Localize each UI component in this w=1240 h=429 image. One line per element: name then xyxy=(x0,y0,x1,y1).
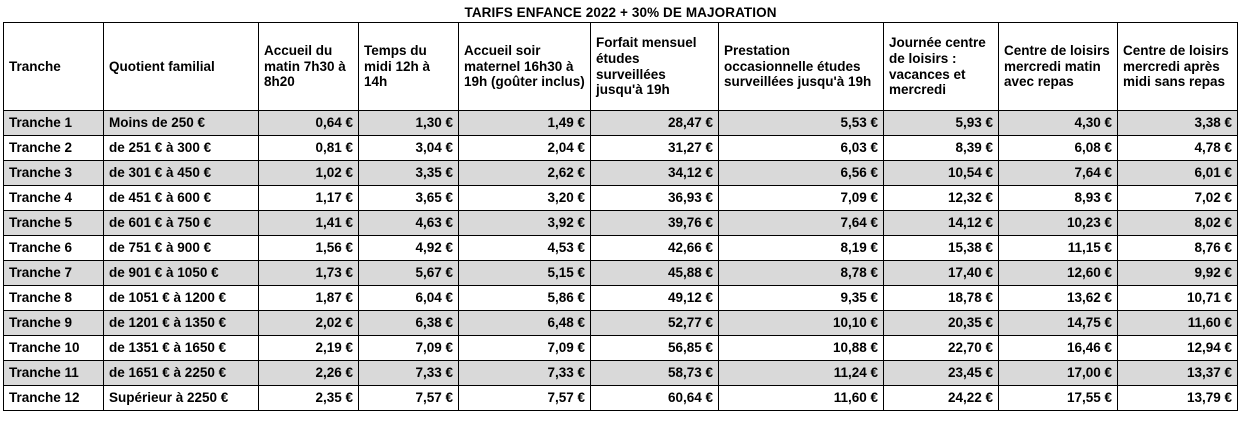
cell-journee-centre-loisirs: 24,22 € xyxy=(884,386,999,411)
cell-temps-midi: 6,04 € xyxy=(359,286,459,311)
cell-forfait-mensuel: 60,64 € xyxy=(591,386,719,411)
cell-tranche: Tranche 6 xyxy=(4,236,104,261)
cell-quotient: Moins de 250 € xyxy=(104,111,259,136)
cell-accueil-soir: 7,57 € xyxy=(459,386,591,411)
column-header-accueil-soir-maternel: Accueil soir maternel 16h30 à 19h (goûter inclus) xyxy=(459,23,591,111)
column-header-accueil-matin: Accueil du matin 7h30 à 8h20 xyxy=(259,23,359,111)
cell-journee-centre-loisirs: 5,93 € xyxy=(884,111,999,136)
cell-quotient: de 1351 € à 1650 € xyxy=(104,336,259,361)
cell-tranche: Tranche 8 xyxy=(4,286,104,311)
table-row xyxy=(4,361,1238,386)
column-header-temps-midi: Temps du midi 12h à 14h xyxy=(359,23,459,111)
cell-temps-midi: 4,63 € xyxy=(359,211,459,236)
cell-tranche: Tranche 9 xyxy=(4,311,104,336)
cell-accueil-matin: 1,17 € xyxy=(259,186,359,211)
cell-forfait-mensuel: 49,12 € xyxy=(591,286,719,311)
cell-prestation-occasionnelle: 6,03 € xyxy=(719,136,884,161)
title-row xyxy=(4,3,1238,23)
cell-accueil-soir: 7,33 € xyxy=(459,361,591,386)
cell-tranche: Tranche 10 xyxy=(4,336,104,361)
cell-mercredi-apres-midi: 8,76 € xyxy=(1118,236,1238,261)
cell-prestation-occasionnelle: 11,24 € xyxy=(719,361,884,386)
cell-quotient: de 301 € à 450 € xyxy=(104,161,259,186)
cell-journee-centre-loisirs: 18,78 € xyxy=(884,286,999,311)
table-row xyxy=(4,111,1238,136)
cell-accueil-soir: 6,48 € xyxy=(459,311,591,336)
cell-accueil-soir: 7,09 € xyxy=(459,336,591,361)
cell-mercredi-matin: 8,93 € xyxy=(999,186,1118,211)
cell-tranche: Tranche 1 xyxy=(4,111,104,136)
cell-temps-midi: 3,35 € xyxy=(359,161,459,186)
cell-temps-midi: 5,67 € xyxy=(359,261,459,286)
cell-mercredi-matin: 7,64 € xyxy=(999,161,1118,186)
cell-quotient: Supérieur à 2250 € xyxy=(104,386,259,411)
column-header-centre-loisirs-mercredi-apres-midi: Centre de loisirs mercredi après midi sans repas xyxy=(1118,23,1238,111)
cell-temps-midi: 3,65 € xyxy=(359,186,459,211)
cell-prestation-occasionnelle: 5,53 € xyxy=(719,111,884,136)
column-header-tranche: Tranche xyxy=(4,23,104,111)
table-row xyxy=(4,136,1238,161)
cell-mercredi-apres-midi: 12,94 € xyxy=(1118,336,1238,361)
cell-prestation-occasionnelle: 8,19 € xyxy=(719,236,884,261)
cell-prestation-occasionnelle: 10,10 € xyxy=(719,311,884,336)
cell-tranche: Tranche 7 xyxy=(4,261,104,286)
table-row xyxy=(4,336,1238,361)
cell-accueil-matin: 1,73 € xyxy=(259,261,359,286)
cell-forfait-mensuel: 56,85 € xyxy=(591,336,719,361)
cell-mercredi-apres-midi: 6,01 € xyxy=(1118,161,1238,186)
cell-mercredi-apres-midi: 8,02 € xyxy=(1118,211,1238,236)
cell-quotient: de 751 € à 900 € xyxy=(104,236,259,261)
cell-mercredi-apres-midi: 9,92 € xyxy=(1118,261,1238,286)
cell-temps-midi: 7,57 € xyxy=(359,386,459,411)
table-row xyxy=(4,211,1238,236)
cell-journee-centre-loisirs: 17,40 € xyxy=(884,261,999,286)
cell-forfait-mensuel: 31,27 € xyxy=(591,136,719,161)
cell-mercredi-apres-midi: 13,79 € xyxy=(1118,386,1238,411)
cell-temps-midi: 7,09 € xyxy=(359,336,459,361)
table-row xyxy=(4,286,1238,311)
cell-journee-centre-loisirs: 12,32 € xyxy=(884,186,999,211)
cell-temps-midi: 6,38 € xyxy=(359,311,459,336)
cell-accueil-matin: 2,02 € xyxy=(259,311,359,336)
cell-tranche: Tranche 5 xyxy=(4,211,104,236)
table-header-row xyxy=(4,23,1238,111)
cell-mercredi-matin: 14,75 € xyxy=(999,311,1118,336)
table-row xyxy=(4,261,1238,286)
cell-accueil-matin: 0,81 € xyxy=(259,136,359,161)
cell-temps-midi: 4,92 € xyxy=(359,236,459,261)
cell-tranche: Tranche 4 xyxy=(4,186,104,211)
cell-accueil-matin: 1,87 € xyxy=(259,286,359,311)
table-row xyxy=(4,186,1238,211)
cell-journee-centre-loisirs: 14,12 € xyxy=(884,211,999,236)
table-row xyxy=(4,386,1238,411)
cell-forfait-mensuel: 39,76 € xyxy=(591,211,719,236)
cell-journee-centre-loisirs: 23,45 € xyxy=(884,361,999,386)
cell-quotient: de 1651 € à 2250 € xyxy=(104,361,259,386)
cell-mercredi-apres-midi: 4,78 € xyxy=(1118,136,1238,161)
cell-accueil-soir: 5,86 € xyxy=(459,286,591,311)
cell-mercredi-apres-midi: 3,38 € xyxy=(1118,111,1238,136)
cell-accueil-soir: 3,92 € xyxy=(459,211,591,236)
cell-accueil-soir: 3,20 € xyxy=(459,186,591,211)
cell-prestation-occasionnelle: 9,35 € xyxy=(719,286,884,311)
column-header-journee-centre-loisirs: Journée centre de loisirs : vacances et mercredi xyxy=(884,23,999,111)
cell-accueil-matin: 1,56 € xyxy=(259,236,359,261)
cell-forfait-mensuel: 28,47 € xyxy=(591,111,719,136)
cell-tranche: Tranche 11 xyxy=(4,361,104,386)
cell-mercredi-matin: 10,23 € xyxy=(999,211,1118,236)
cell-forfait-mensuel: 34,12 € xyxy=(591,161,719,186)
cell-accueil-matin: 1,02 € xyxy=(259,161,359,186)
cell-journee-centre-loisirs: 10,54 € xyxy=(884,161,999,186)
page-title: TARIFS ENFANCE 2022 + 30% DE MAJORATION xyxy=(464,5,777,20)
column-header-prestation-occasionnelle-etudes: Prestation occasionnelle études surveillées jusqu'à 19h xyxy=(719,23,884,111)
cell-mercredi-matin: 6,08 € xyxy=(999,136,1118,161)
cell-quotient: de 451 € à 600 € xyxy=(104,186,259,211)
table-row xyxy=(4,311,1238,336)
tarifs-table xyxy=(3,3,1238,411)
cell-mercredi-apres-midi: 11,60 € xyxy=(1118,311,1238,336)
cell-mercredi-matin: 13,62 € xyxy=(999,286,1118,311)
cell-accueil-soir: 2,04 € xyxy=(459,136,591,161)
cell-prestation-occasionnelle: 6,56 € xyxy=(719,161,884,186)
cell-accueil-soir: 1,49 € xyxy=(459,111,591,136)
column-header-centre-loisirs-mercredi-matin: Centre de loisirs mercredi matin avec repas xyxy=(999,23,1118,111)
cell-accueil-soir: 4,53 € xyxy=(459,236,591,261)
cell-mercredi-matin: 17,55 € xyxy=(999,386,1118,411)
cell-mercredi-matin: 17,00 € xyxy=(999,361,1118,386)
cell-prestation-occasionnelle: 7,09 € xyxy=(719,186,884,211)
cell-journee-centre-loisirs: 20,35 € xyxy=(884,311,999,336)
cell-temps-midi: 1,30 € xyxy=(359,111,459,136)
cell-mercredi-matin: 16,46 € xyxy=(999,336,1118,361)
cell-prestation-occasionnelle: 8,78 € xyxy=(719,261,884,286)
cell-accueil-matin: 2,19 € xyxy=(259,336,359,361)
cell-temps-midi: 7,33 € xyxy=(359,361,459,386)
table-body xyxy=(4,111,1238,411)
table-row xyxy=(4,161,1238,186)
cell-accueil-soir: 2,62 € xyxy=(459,161,591,186)
cell-tranche: Tranche 12 xyxy=(4,386,104,411)
cell-mercredi-apres-midi: 13,37 € xyxy=(1118,361,1238,386)
cell-forfait-mensuel: 36,93 € xyxy=(591,186,719,211)
cell-forfait-mensuel: 58,73 € xyxy=(591,361,719,386)
cell-journee-centre-loisirs: 15,38 € xyxy=(884,236,999,261)
cell-quotient: de 601 € à 750 € xyxy=(104,211,259,236)
cell-mercredi-matin: 4,30 € xyxy=(999,111,1118,136)
cell-prestation-occasionnelle: 7,64 € xyxy=(719,211,884,236)
column-header-quotient-familial: Quotient familial xyxy=(104,23,259,111)
cell-quotient: de 901 € à 1050 € xyxy=(104,261,259,286)
cell-tranche: Tranche 3 xyxy=(4,161,104,186)
cell-accueil-matin: 2,35 € xyxy=(259,386,359,411)
column-header-forfait-mensuel-etudes: Forfait mensuel études surveillées jusqu'à 19h xyxy=(591,23,719,111)
cell-mercredi-apres-midi: 10,71 € xyxy=(1118,286,1238,311)
cell-mercredi-matin: 11,15 € xyxy=(999,236,1118,261)
cell-accueil-matin: 2,26 € xyxy=(259,361,359,386)
cell-prestation-occasionnelle: 10,88 € xyxy=(719,336,884,361)
cell-tranche: Tranche 2 xyxy=(4,136,104,161)
cell-quotient: de 1051 € à 1200 € xyxy=(104,286,259,311)
cell-quotient: de 1201 € à 1350 € xyxy=(104,311,259,336)
cell-forfait-mensuel: 42,66 € xyxy=(591,236,719,261)
cell-forfait-mensuel: 52,77 € xyxy=(591,311,719,336)
cell-quotient: de 251 € à 300 € xyxy=(104,136,259,161)
cell-forfait-mensuel: 45,88 € xyxy=(591,261,719,286)
cell-accueil-matin: 1,41 € xyxy=(259,211,359,236)
cell-accueil-matin: 0,64 € xyxy=(259,111,359,136)
cell-mercredi-matin: 12,60 € xyxy=(999,261,1118,286)
cell-journee-centre-loisirs: 8,39 € xyxy=(884,136,999,161)
cell-mercredi-apres-midi: 7,02 € xyxy=(1118,186,1238,211)
cell-accueil-soir: 5,15 € xyxy=(459,261,591,286)
cell-journee-centre-loisirs: 22,70 € xyxy=(884,336,999,361)
table-row xyxy=(4,236,1238,261)
cell-temps-midi: 3,04 € xyxy=(359,136,459,161)
cell-prestation-occasionnelle: 11,60 € xyxy=(719,386,884,411)
